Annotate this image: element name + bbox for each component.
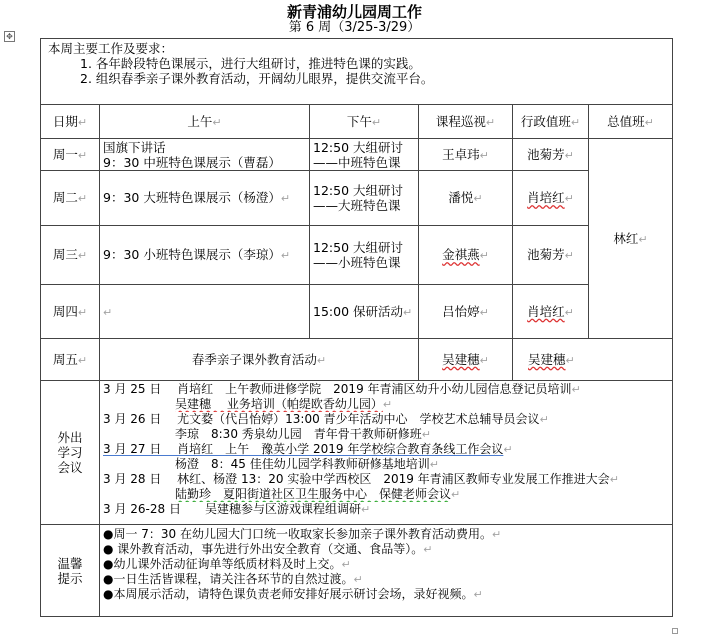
study-row: [41, 381, 673, 525]
header-general-duty: 总值班↵: [589, 105, 673, 139]
study-line: 3 月 26-28 日 吴建穗参与区游戏课程组调研↵: [103, 502, 371, 516]
study-line: 3 月 27 日 肖培红 上午 豫英小学 2019 年学校综合教育条线工作会议↵: [103, 442, 513, 456]
page-title: 新青浦幼儿园周工作: [286, 3, 422, 21]
weekly-schedule-table: [40, 38, 673, 617]
schedule-row-wednesday: [41, 226, 673, 285]
header-date: 日期↵: [41, 105, 100, 139]
afternoon-cell: 12:50 大组研讨 ——大班特色课: [310, 171, 419, 226]
table-resize-handle-icon[interactable]: [672, 628, 678, 634]
reminders-row: [41, 525, 673, 617]
day-cell: 周二↵: [41, 171, 100, 226]
reminder-item: ● 课外教育活动，事先进行外出安全教育（交通、食品等）。↵: [103, 542, 433, 556]
afternoon-cell: 15:00 保研活动↵: [310, 285, 419, 339]
reminder-item: ●一日生活皆课程，请关注各环节的自然过渡。↵: [103, 572, 363, 586]
patrol-cell: 潘悦↵: [419, 171, 513, 226]
study-line: 陆勤珍 夏阳街道社区卫生服务中心 保健老师会议↵: [175, 487, 461, 501]
general-duty-cell: 林红↵: [589, 139, 673, 339]
patrol-cell: 吴建穗↵: [419, 339, 513, 381]
schedule-row-friday: [41, 339, 673, 381]
schedule-row-monday: [41, 139, 673, 171]
admin-cell: 肖培红↵: [513, 171, 589, 226]
patrol-cell: 金祺燕↵: [419, 226, 513, 285]
header-afternoon: 下午↵: [310, 105, 419, 139]
requirement-item: 1. 各年龄段特色课展示，进行大组研讨，推进特色课的实践。: [80, 56, 421, 71]
day-cell: 周五↵: [41, 339, 100, 381]
day-cell: 周三↵: [41, 226, 100, 285]
morning-cell: ↵: [100, 285, 310, 339]
friday-admin-cell: 吴建穗↵: [513, 339, 673, 381]
afternoon-cell: 12:50 大组研讨 ——中班特色课: [310, 139, 419, 171]
requirements-cell: [41, 39, 673, 105]
schedule-row-thursday: [41, 285, 673, 339]
reminder-item: ●周一 7：30 在幼儿园大门口统一收取家长参加亲子课外教育活动费用。↵: [103, 527, 502, 541]
header-admin-duty: 行政值班↵: [513, 105, 589, 139]
day-cell: 周一↵: [41, 139, 100, 171]
schedule-row-tuesday: [41, 171, 673, 226]
header-morning: 上午↵: [100, 105, 310, 139]
requirement-item: 2. 组织春季亲子课外教育活动，开阔幼儿眼界，提供交流平台。: [80, 71, 434, 86]
morning-cell: 9：30 大班特色课展示（杨澄）↵: [100, 171, 310, 226]
study-line: 3 月 28 日 林红、杨澄 13：20 实验中学西校区 2019 年青浦区教师专业发展工作推进大会↵: [103, 472, 619, 486]
study-label-cell: 外出 学习 会议: [41, 381, 100, 525]
admin-cell: 池菊芳↵: [513, 139, 589, 171]
day-cell: 周四↵: [41, 285, 100, 339]
reminders-label-cell: 温馨 提示: [41, 525, 100, 617]
reminder-item: ●本周展示活动，请特色课负责老师安排好展示研讨会场，录好视频。↵: [103, 587, 483, 601]
friday-event-cell: 春季亲子课外教育活动↵: [100, 339, 419, 381]
requirements-heading: 本周主要工作及要求：: [48, 41, 174, 56]
afternoon-cell: 12:50 大组研讨 ——小班特色课: [310, 226, 419, 285]
study-cell: [100, 381, 673, 525]
admin-cell: 肖培红↵: [513, 285, 589, 339]
reminders-cell: [100, 525, 673, 617]
header-patrol: 课程巡视↵: [419, 105, 513, 139]
reminder-item: ●幼儿课外活动征询单等纸质材料及时上交。↵: [103, 557, 351, 571]
study-line: 3 月 26 日 尤文婺（代吕怡婷）13:00 青少年活动中心 学校艺术总辅导员会议↵: [103, 412, 549, 426]
study-line: 吴建穗 业务培训（帕缇欧香幼儿园）↵: [175, 397, 393, 411]
patrol-cell: 吕怡婷↵: [419, 285, 513, 339]
study-line: 3 月 25 日 肖培红 上午教师进修学院 2019 年青浦区幼升小幼儿园信息登记员培训↵: [103, 382, 581, 396]
patrol-cell: 王卓玮↵: [419, 139, 513, 171]
table-move-handle-icon[interactable]: ✥: [4, 31, 15, 42]
page-subtitle: 第 6 周（3/25-3/29）: [288, 20, 421, 35]
morning-cell: 国旗下讲话 9：30 中班特色课展示（曹磊）: [100, 139, 310, 171]
study-line: 李琼 8:30 秀泉幼儿园 青年骨干教师研修班↵: [175, 427, 431, 441]
morning-cell: 9：30 小班特色课展示（李琼）↵: [100, 226, 310, 285]
study-line: 杨澄 8：45 佳佳幼儿园学科教师研修基地培训↵: [175, 457, 439, 471]
schedule-header-row: [41, 105, 673, 139]
admin-cell: 池菊芳↵: [513, 226, 589, 285]
